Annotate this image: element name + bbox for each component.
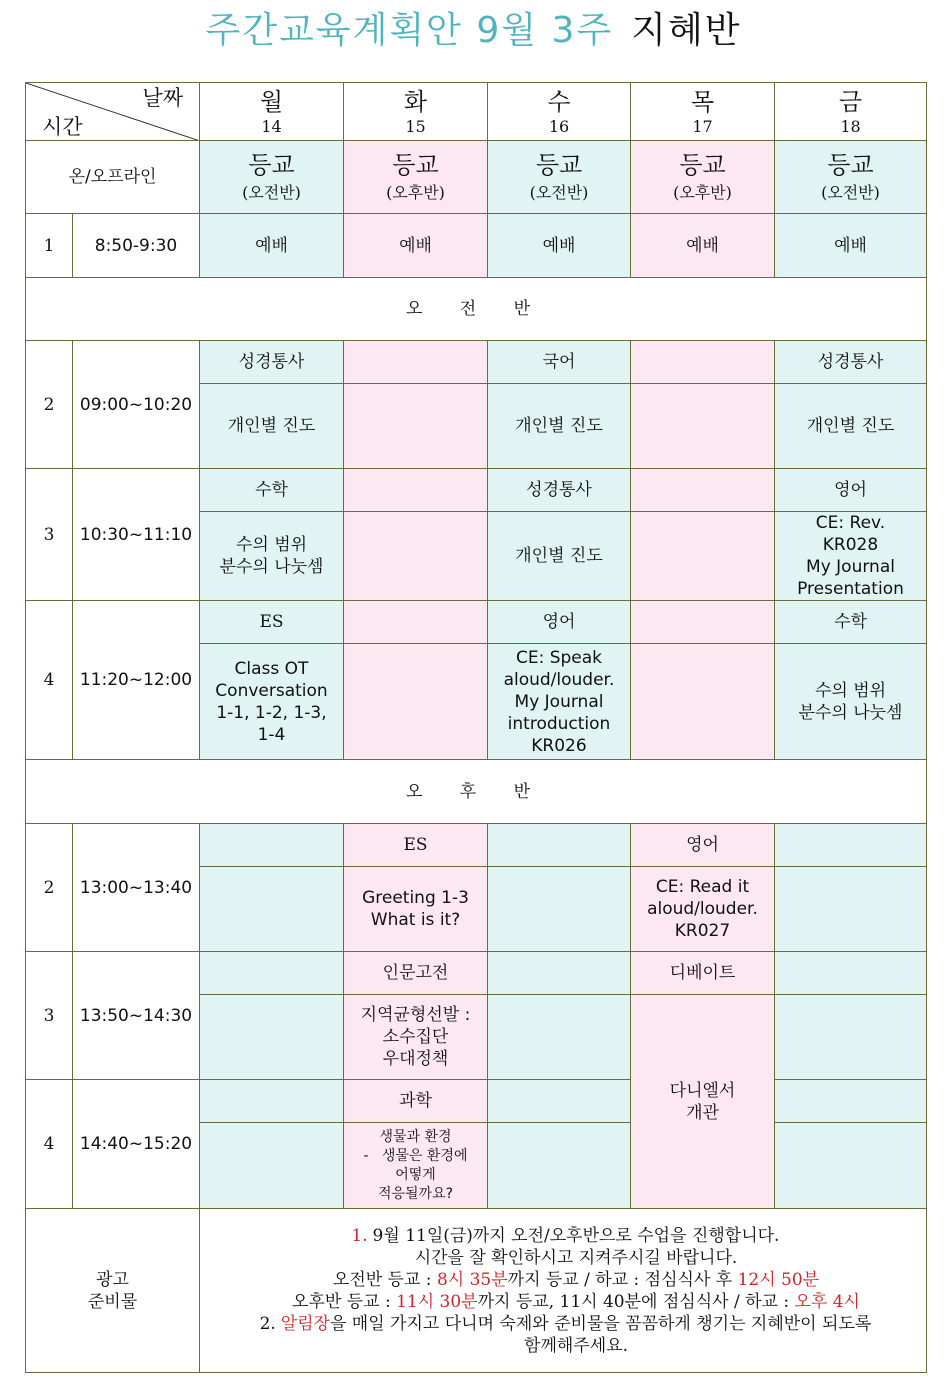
empty-cell [200, 1080, 344, 1123]
subject-cell: 수학 [200, 469, 344, 512]
content-cell [488, 644, 631, 760]
attend-label: 등교 [679, 151, 726, 179]
content-line: CE: Rev. [815, 513, 886, 533]
afternoon-p3-subject-row [26, 952, 927, 995]
notice-line: 함께해주세요. [524, 1335, 628, 1356]
empty-cell [344, 341, 488, 384]
empty-cell [631, 469, 775, 512]
supplies-label: 준비물 [87, 1291, 138, 1312]
notice-line [204, 1225, 922, 1247]
empty-cell [200, 952, 344, 995]
period-time: 8:50-9:30 [73, 214, 200, 278]
period-time: 10:30~11:10 [73, 469, 200, 601]
period-time: 13:00~13:40 [73, 824, 200, 952]
notice-row [26, 1209, 927, 1373]
content-line: 우대정책 [382, 1049, 449, 1069]
notice-label: 광고 [96, 1269, 129, 1290]
day-name: 수 [547, 87, 571, 116]
content-line: Conversation [215, 680, 328, 701]
empty-cell [775, 867, 927, 952]
content-cell [775, 644, 927, 760]
notice-highlight: 오후 4시 [794, 1291, 860, 1312]
notice-line [204, 1269, 922, 1291]
subject-cell: 예배 [775, 214, 927, 278]
shift-label: (오전반) [821, 183, 880, 202]
empty-cell [631, 644, 775, 760]
day-header-fri [775, 83, 927, 141]
notice-text: 오후반 등교 : [292, 1291, 397, 1312]
subject-cell: 성경통사 [775, 341, 927, 384]
empty-cell [775, 995, 927, 1080]
period-number: 3 [26, 952, 73, 1080]
period-number: 4 [26, 601, 73, 760]
content-cell [631, 995, 775, 1209]
morning-p3-subject-row [26, 469, 927, 512]
notice-line [204, 1291, 922, 1313]
empty-cell [344, 601, 488, 644]
content-line: CE: Speak [515, 647, 603, 668]
day-date: 16 [548, 116, 570, 136]
content-line: Presentation [797, 579, 904, 599]
content-cell [200, 512, 344, 601]
morning-section-label: 오 전 반 [26, 278, 927, 341]
content-cell [344, 1123, 488, 1209]
content-line: - 생물은 환경에 [363, 1147, 468, 1164]
period-number: 2 [26, 824, 73, 952]
notice-highlight: 12시 50분 [737, 1269, 820, 1290]
period-number: 3 [26, 469, 73, 601]
content-line: My Journal [806, 557, 895, 577]
subject-cell: 영어 [631, 824, 775, 867]
day-date: 17 [692, 116, 713, 136]
empty-cell [631, 341, 775, 384]
notice-text: 까지 등교, 11시 40분에 점심식사 / 하교 : [477, 1291, 795, 1312]
content-cell: 개인별 진도 [488, 384, 631, 469]
content-cell: 개인별 진도 [200, 384, 344, 469]
subject-cell: 예배 [344, 214, 488, 278]
empty-cell [488, 1080, 631, 1123]
content-line: KR028 [822, 535, 879, 555]
subject-cell: ES [344, 824, 488, 867]
afternoon-p2-subject-row [26, 824, 927, 867]
subject-cell: 예배 [200, 214, 344, 278]
day-header-tue [344, 83, 488, 141]
content-line: introduction [507, 713, 611, 734]
attend-label: 등교 [248, 151, 295, 179]
content-line: Class OT [234, 658, 309, 679]
day-name: 화 [403, 87, 428, 116]
empty-cell [631, 384, 775, 469]
empty-cell [775, 1080, 927, 1123]
period-time: 09:00~10:20 [73, 341, 200, 469]
period-1-row [26, 214, 927, 278]
attend-label: 등교 [392, 151, 439, 179]
content-cell [344, 867, 488, 952]
title-class-name: 지혜반 [631, 10, 742, 51]
period-time: 14:40~15:20 [73, 1080, 200, 1209]
content-line: 지역균형선발 : [360, 1005, 471, 1025]
date-label: 날짜 [142, 86, 183, 110]
empty-cell [488, 1123, 631, 1209]
day-header-wed [488, 83, 631, 141]
notice-label-cell [26, 1209, 200, 1373]
attend-label: 등교 [535, 151, 583, 179]
afternoon-section-label: 오 후 반 [26, 760, 927, 824]
empty-cell [488, 867, 631, 952]
content-line: 1-1, 1-2, 1-3, [216, 702, 327, 723]
empty-cell [200, 1123, 344, 1209]
content-cell [775, 512, 927, 601]
notice-highlight: 11시 30분 [396, 1291, 478, 1312]
content-line: 어떻게 [395, 1166, 436, 1183]
afternoon-p4-subject-row [26, 1080, 927, 1123]
empty-cell [200, 995, 344, 1080]
morning-p4-subject-row [26, 601, 927, 644]
morning-section-row [26, 278, 927, 341]
content-line: aloud/louder. [503, 669, 615, 690]
subject-cell: 인문고전 [344, 952, 488, 995]
period-number: 1 [26, 214, 73, 278]
onoff-label: 온/오프라인 [26, 141, 200, 214]
attend-tue [344, 141, 488, 214]
content-line: What is it? [370, 910, 461, 930]
empty-cell [488, 824, 631, 867]
period-time: 13:50~14:30 [73, 952, 200, 1080]
content-line: KR026 [531, 735, 587, 756]
period-number: 2 [26, 341, 73, 469]
subject-cell: 영어 [488, 601, 631, 644]
empty-cell [775, 824, 927, 867]
period-time: 11:20~12:00 [73, 601, 200, 760]
subject-cell: 디베이트 [631, 952, 775, 995]
notice-highlight: 알림장 [280, 1313, 330, 1334]
shift-label: (오전반) [242, 183, 301, 202]
attend-thu [631, 141, 775, 214]
empty-cell [344, 384, 488, 469]
empty-cell [200, 824, 344, 867]
day-date: 18 [840, 116, 861, 136]
empty-cell [488, 952, 631, 995]
day-name: 월 [259, 87, 284, 116]
content-cell: 개인별 진도 [488, 512, 631, 601]
time-label: 시간 [42, 115, 83, 139]
content-line: 생물과 환경 [379, 1128, 452, 1145]
empty-cell [775, 1123, 927, 1209]
content-line: Greeting 1-3 [362, 888, 469, 908]
notice-text: 오전반 등교 : [332, 1269, 437, 1290]
day-date: 14 [261, 116, 282, 136]
notice-number: 1. [351, 1225, 368, 1246]
day-name: 목 [690, 87, 715, 116]
content-cell [200, 644, 344, 760]
content-cell: 개인별 진도 [775, 384, 927, 469]
content-line: 소수집단 [382, 1027, 449, 1047]
day-name: 금 [838, 87, 863, 116]
afternoon-section-row [26, 760, 927, 824]
day-header-mon [200, 83, 344, 141]
content-line: 1-4 [257, 724, 286, 745]
content-line: KR027 [674, 921, 731, 941]
notice-line [204, 1313, 922, 1335]
empty-cell [775, 952, 927, 995]
empty-cell [200, 867, 344, 952]
content-line: 분수의 나눗셈 [798, 702, 903, 723]
empty-cell [344, 469, 488, 512]
subject-cell: 수학 [775, 601, 927, 644]
notice-text: 9월 11일(금)까지 오전/오후반으로 수업을 진행합니다. [372, 1225, 780, 1246]
content-line: aloud/louder. [647, 899, 758, 919]
empty-cell [344, 512, 488, 601]
empty-cell [631, 601, 775, 644]
subject-cell: 국어 [488, 341, 631, 384]
content-line: 수의 범위 [235, 535, 308, 555]
notice-text: 을 매일 가지고 다니며 숙제와 준비물을 꼼꼼하게 챙기는 지혜반이 되도록 [329, 1313, 872, 1334]
content-cell [631, 867, 775, 952]
content-line: CE: Read it [655, 877, 750, 897]
notice-number: 2. [259, 1313, 276, 1334]
subject-cell: 성경통사 [200, 341, 344, 384]
subject-cell: 예배 [488, 214, 631, 278]
content-cell [344, 995, 488, 1080]
content-line: 적응될까요? [377, 1185, 454, 1202]
content-line: My Journal [514, 691, 604, 712]
page-title [0, 6, 947, 56]
subject-cell: 예배 [631, 214, 775, 278]
day-header-thu [631, 83, 775, 141]
notice-content [200, 1209, 927, 1373]
onoff-row [26, 141, 927, 214]
header-row [26, 83, 927, 141]
subject-cell: 영어 [775, 469, 927, 512]
notice-line: 시간을 잘 확인하시고 지켜주시길 바랍니다. [414, 1247, 738, 1268]
content-line: 분수의 나눗셈 [219, 557, 324, 577]
shift-label: (오전반) [529, 183, 589, 202]
attend-wed [488, 141, 631, 214]
period-number: 4 [26, 1080, 73, 1209]
content-line: 개관 [686, 1102, 719, 1123]
content-line: 다니엘서 [669, 1080, 736, 1101]
day-date: 15 [405, 116, 426, 136]
subject-cell: ES [200, 601, 344, 644]
attend-mon [200, 141, 344, 214]
content-line: 수의 범위 [814, 680, 887, 701]
empty-cell [631, 512, 775, 601]
morning-p2-subject-row [26, 341, 927, 384]
empty-cell [344, 644, 488, 760]
empty-cell [488, 995, 631, 1080]
notice-text: 까지 등교 / 하교 : 점심식사 후 [507, 1269, 738, 1290]
weekly-plan-table [25, 82, 927, 1373]
date-time-corner [26, 83, 200, 141]
title-main: 주간교육계획안 9월 3주 [205, 10, 614, 51]
subject-cell: 성경통사 [488, 469, 631, 512]
attend-label: 등교 [827, 151, 874, 179]
shift-label: (오후반) [673, 183, 732, 202]
shift-label: (오후반) [386, 183, 445, 202]
attend-fri [775, 141, 927, 214]
subject-cell: 과학 [344, 1080, 488, 1123]
notice-highlight: 8시 35분 [436, 1269, 508, 1290]
